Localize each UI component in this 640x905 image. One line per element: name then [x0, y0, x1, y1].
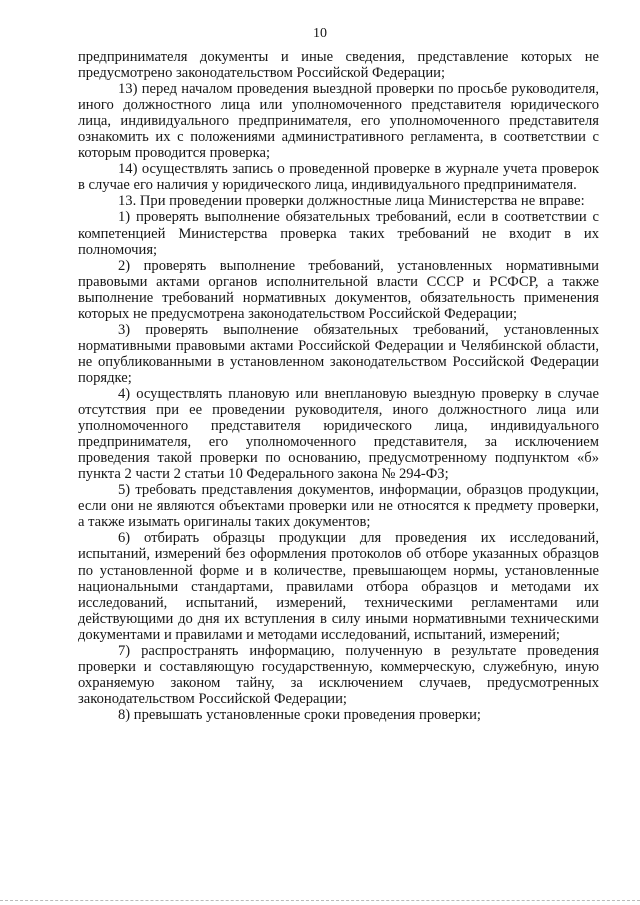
- paragraph: 4) осуществлять плановую или внеплановую выездную проверку в случае отсутствия при ее проведении руководителя, иного должностного лица или уполномоченного представителя юридического лица, индивидуального предпринимателя, его уполномоченного представителя, за исключением проведения такой проверки по основанию, предусмотренному подпунктом «б» пункта 2 части 2 статьи 10 Федерального закона № 294-ФЗ;: [78, 385, 599, 483]
- scan-edge-line: [0, 900, 640, 901]
- paragraph: 6) отбирать образцы продукции для проведения их исследований, испытаний, измерений без оформления протоколов об отборе указанных образцов по установленной форме и в количестве, превышающем нормы, установленные национальными стандартами, правилами отбора образцов и методами их исследований, испытаний, измерений, техническими регламентами или действующими до дня их вступления в силу иными нормативными техническими документами и правилами и методами исследований, испытаний, измерений;: [78, 530, 599, 643]
- paragraph: 13. При проведении проверки должностные лица Министерства не вправе:: [118, 193, 585, 210]
- document-body: [78, 49, 599, 723]
- page-number: 10: [313, 26, 327, 41]
- paragraph: 1) проверять выполнение обязательных требований, если в соответствии с компетенцией Министерства проверка таких требований не входит в их полномочия;: [78, 209, 599, 258]
- paragraph: 2) проверять выполнение требований, установленных нормативными правовыми актами органов исполнительной власти СССР и РСФСР, а также выполнение требований нормативных документов, обязательность применения которых не предусмотрена законодательством Российской Федерации;: [78, 257, 599, 322]
- paragraph: 3) проверять выполнение обязательных требований, установленных нормативными правовыми актами Российской Федерации и Челябинской области, не опубликованными в установленном законодательством Российской Федерации порядке;: [78, 321, 599, 386]
- paragraph: 7) распространять информацию, полученную в результате проведения проверки и составляющую государственную, коммерческую, служебную, иную охраняемую законом тайну, за исключением случаев, предусмотренных законодательством Российской Федерации;: [78, 642, 599, 707]
- paragraph: 5) требовать представления документов, информации, образцов продукции, если они не являются объектами проверки или не относятся к предмету проверки, а также изымать оригиналы таких документов;: [78, 482, 599, 531]
- paragraph: 14) осуществлять запись о проведенной проверке в журнале учета проверок в случае его наличия у юридического лица, индивидуального предпринимателя.: [78, 161, 599, 194]
- paragraph: предпринимателя документы и иные сведения, представление которых не предусмотрено законодательством Российской Федерации;: [78, 49, 599, 82]
- paragraph: 8) превышать установленные сроки проведения проверки;: [118, 706, 481, 723]
- paragraph: 13) перед началом проведения выездной проверки по просьбе руководителя, иного должностного лица или уполномоченного представителя юридического лица, индивидуального предпринимателя, его уполномоченного представителя ознакомить их с положениями административного регламента, в соответствии с которым проводится проверка;: [78, 81, 599, 162]
